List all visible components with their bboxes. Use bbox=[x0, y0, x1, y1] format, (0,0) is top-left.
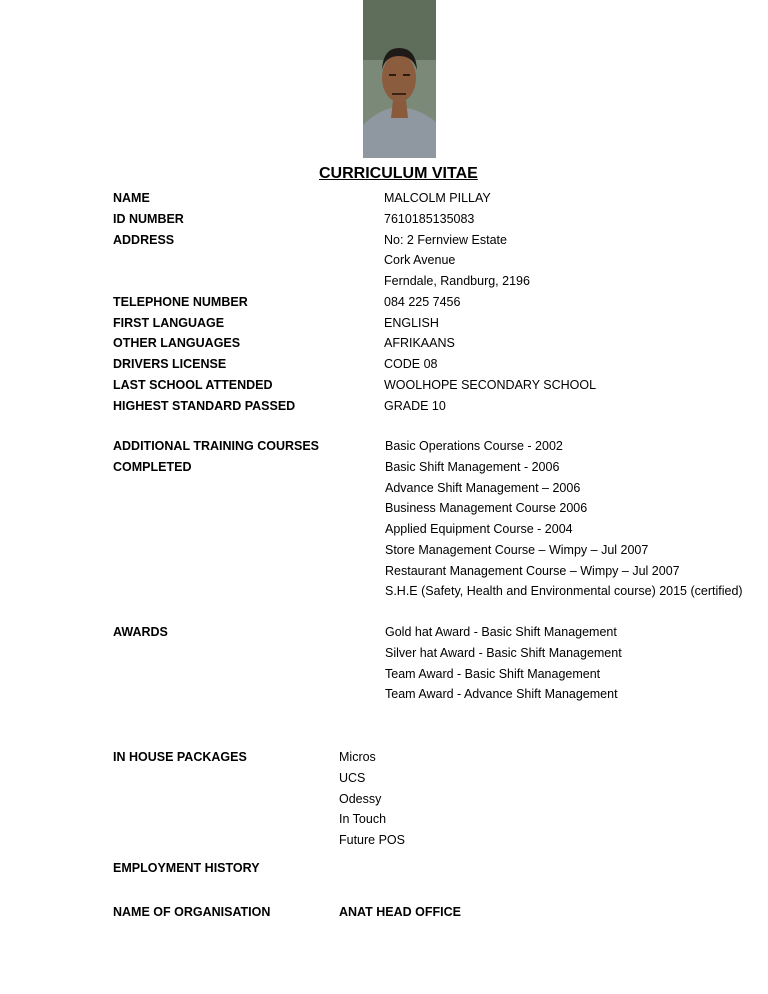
award-item: Silver hat Award - Basic Shift Management bbox=[385, 645, 622, 660]
employment-history-heading: EMPLOYMENT HISTORY bbox=[113, 861, 260, 875]
award-item: Team Award - Advance Shift Management bbox=[385, 687, 618, 702]
field-label: ID NUMBER bbox=[113, 211, 184, 226]
awards-label: AWARDS bbox=[113, 625, 168, 639]
field-value: Ferndale, Randburg, 2196 bbox=[384, 274, 530, 288]
award-item: Team Award - Basic Shift Management bbox=[385, 666, 601, 681]
course-item: S.H.E (Safety, Health and Environmental course) 2015 (certified) bbox=[385, 584, 743, 599]
field-value: CODE 08 bbox=[384, 357, 438, 371]
training-label-cont: COMPLETED bbox=[113, 459, 192, 474]
package-item: Future POS bbox=[339, 833, 405, 847]
field-value: MALCOLM PILLAY bbox=[384, 191, 491, 205]
training-label: ADDITIONAL TRAINING COURSES bbox=[113, 439, 320, 453]
course-item: Basic Operations Course - 2002 bbox=[385, 439, 563, 453]
package-item: Micros bbox=[339, 750, 376, 764]
course-item: Restaurant Management Course – Wimpy – Jul 2007 bbox=[385, 563, 680, 578]
field-label: LAST SCHOOL ATTENDED bbox=[113, 377, 273, 392]
field-value: ENGLISH bbox=[384, 315, 439, 330]
packages-label: IN HOUSE PACKAGES bbox=[113, 750, 247, 764]
course-item: Basic Shift Management - 2006 bbox=[385, 459, 560, 474]
profile-photo bbox=[363, 0, 436, 158]
field-label: NAME bbox=[113, 191, 150, 205]
field-value: No: 2 Fernview Estate bbox=[384, 232, 507, 247]
field-value: AFRIKAANS bbox=[384, 336, 455, 351]
field-value: 084 225 7456 bbox=[384, 294, 461, 309]
field-label: ADDRESS bbox=[113, 232, 175, 247]
course-item: Business Management Course 2006 bbox=[385, 501, 588, 516]
organisation-label: NAME OF ORGANISATION bbox=[113, 905, 271, 919]
package-item: In Touch bbox=[339, 812, 387, 827]
course-item: Store Management Course – Wimpy – Jul 2007 bbox=[385, 542, 649, 557]
award-item: Gold hat Award - Basic Shift Management bbox=[385, 625, 617, 639]
field-value: 7610185135083 bbox=[384, 211, 475, 226]
field-label: DRIVERS LICENSE bbox=[113, 357, 227, 371]
document-title: CURRICULUM VITAE bbox=[319, 165, 478, 182]
field-value: WOOLHOPE SECONDARY SCHOOL bbox=[384, 377, 597, 392]
field-value: GRADE 10 bbox=[384, 398, 446, 413]
field-label: HIGHEST STANDARD PASSED bbox=[113, 398, 296, 413]
course-item: Applied Equipment Course - 2004 bbox=[385, 522, 573, 536]
field-label: OTHER LANGUAGES bbox=[113, 336, 241, 351]
field-value: Cork Avenue bbox=[384, 253, 456, 268]
field-label: TELEPHONE NUMBER bbox=[113, 294, 248, 309]
organisation-value: ANAT HEAD OFFICE bbox=[339, 905, 461, 919]
course-item: Advance Shift Management – 2006 bbox=[385, 480, 581, 495]
package-item: Odessy bbox=[339, 791, 382, 806]
package-item: UCS bbox=[339, 770, 366, 785]
field-label: FIRST LANGUAGE bbox=[113, 315, 225, 330]
